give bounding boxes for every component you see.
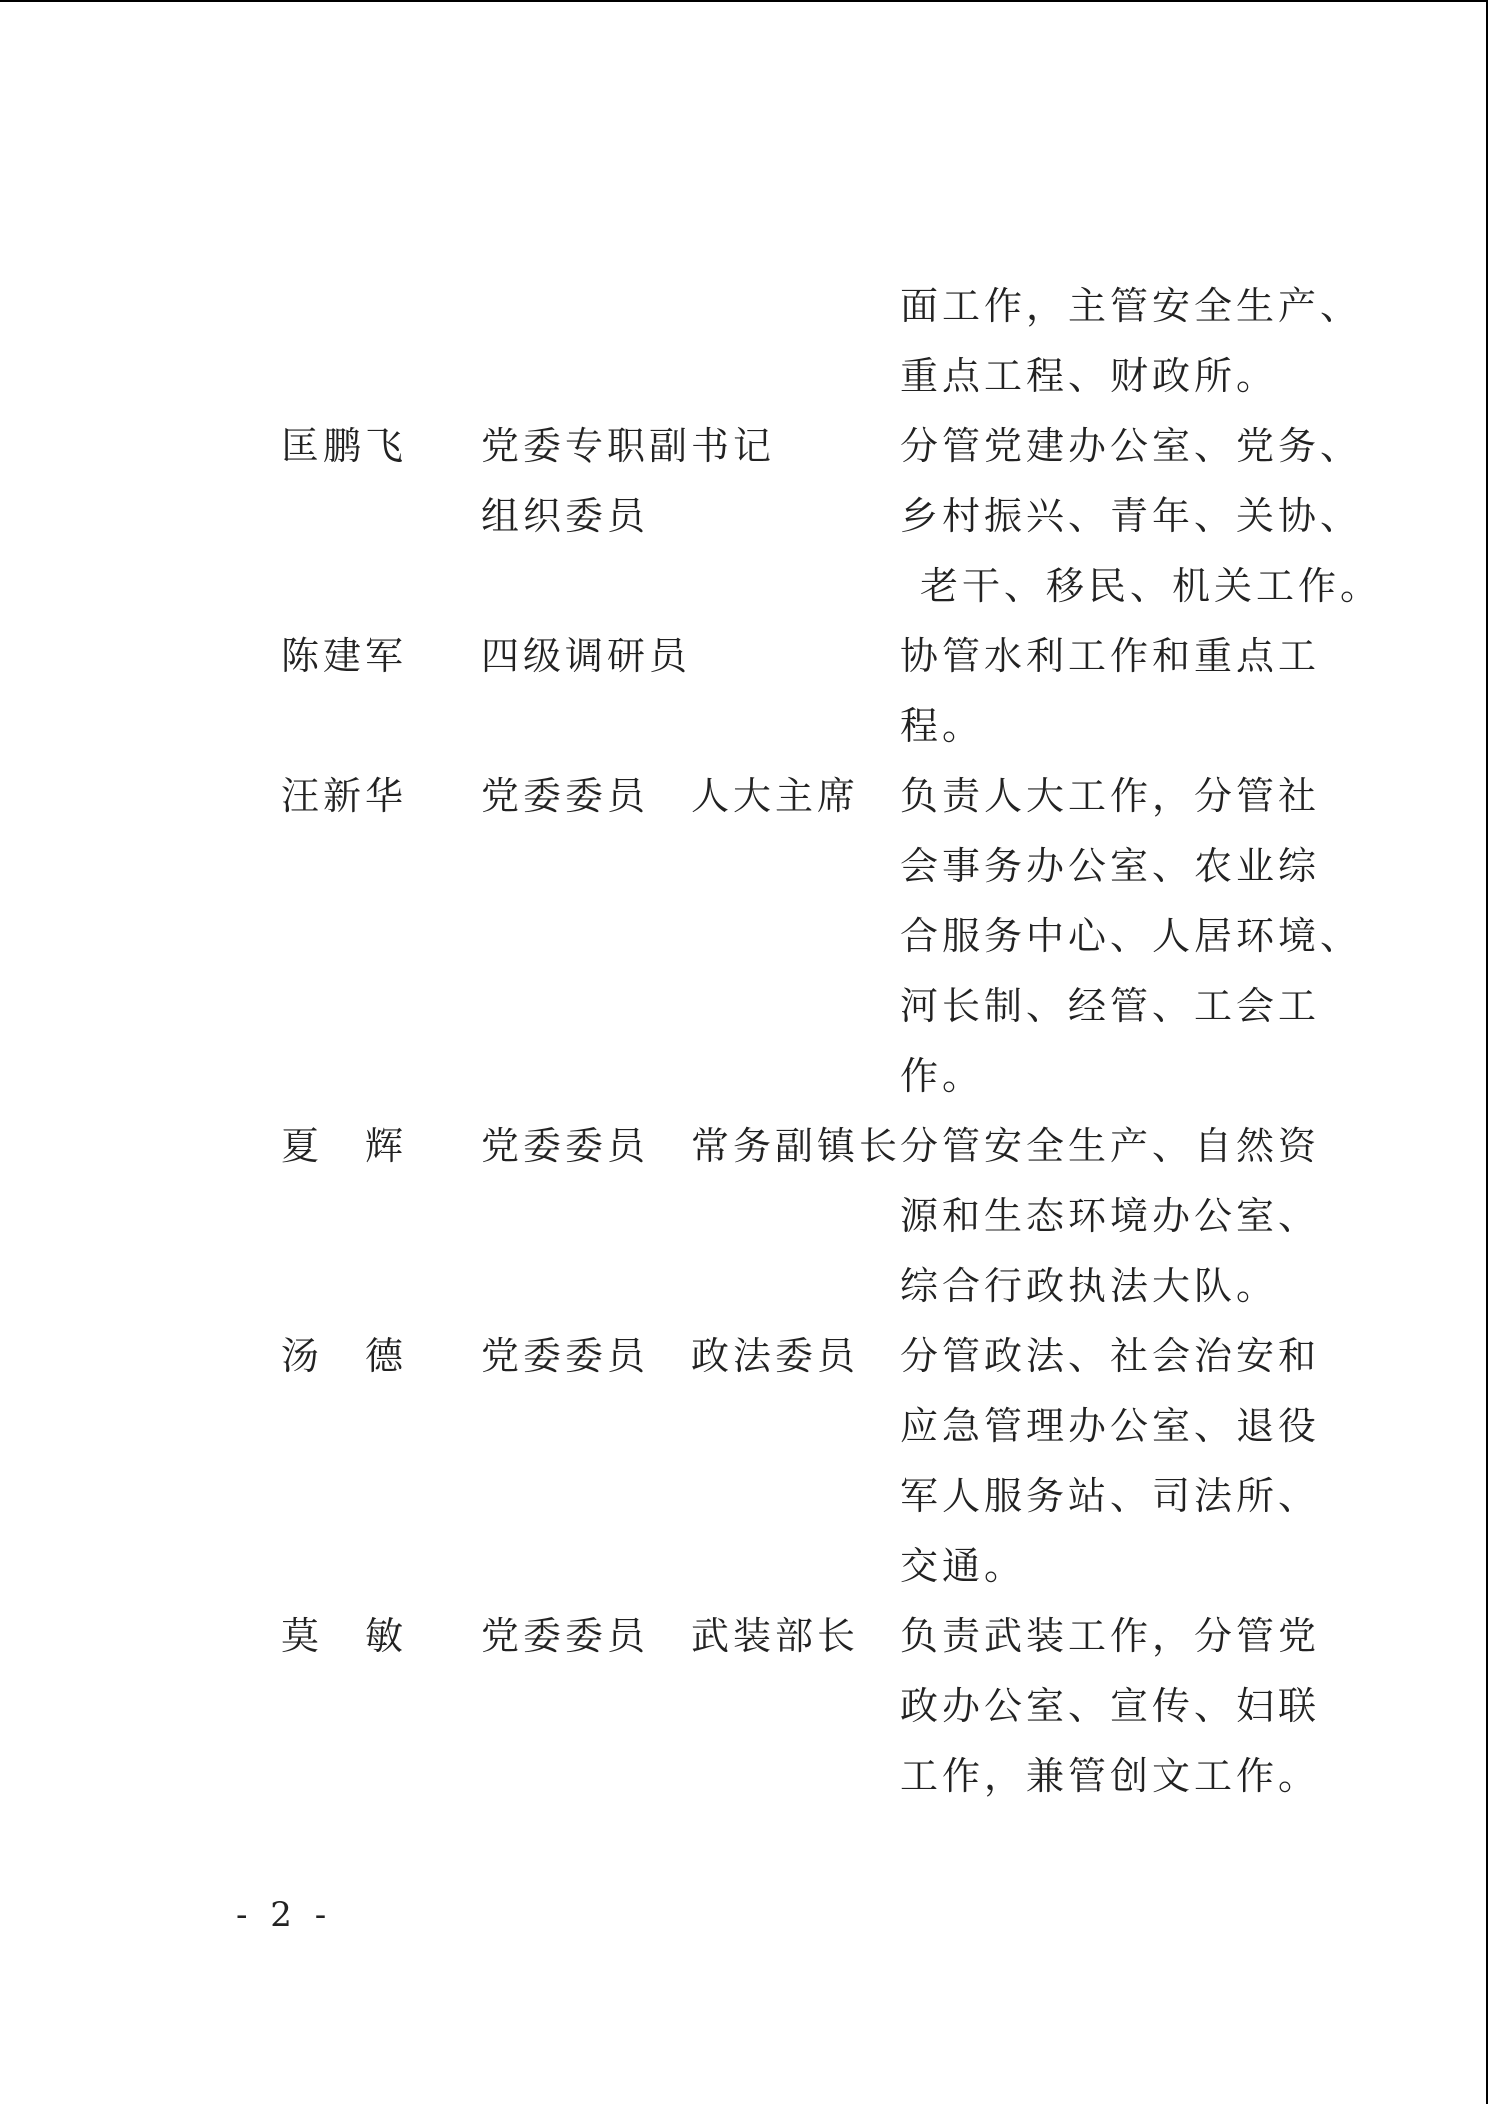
position-title: 党委委员 政法委员 bbox=[481, 1334, 860, 1378]
page-number: - 2 - bbox=[236, 1895, 333, 1935]
person-name: 汤 德 bbox=[281, 1334, 408, 1378]
position-title: 四级调研员 bbox=[481, 634, 692, 678]
duty-line: 河长制、经管、工会工 bbox=[900, 984, 1321, 1028]
duty-line: 程。 bbox=[900, 704, 985, 748]
person-name: 匡鹏飞 bbox=[281, 424, 408, 468]
duty-line: 负责武装工作，分管党 bbox=[900, 1614, 1321, 1658]
duty-line: 作。 bbox=[900, 1054, 985, 1098]
duty-line: 乡村振兴、青年、关协、 bbox=[900, 494, 1363, 538]
duty-line: 分管安全生产、自然资 bbox=[900, 1124, 1321, 1168]
person-name: 陈建军 bbox=[281, 634, 408, 678]
position-title: 党委委员 人大主席 bbox=[481, 774, 860, 818]
duty-line: 会事务办公室、农业综 bbox=[900, 844, 1321, 888]
duty-line: 应急管理办公室、退役 bbox=[900, 1404, 1321, 1448]
person-name: 夏 辉 bbox=[281, 1124, 408, 1168]
duty-line: 老干、移民、机关工作。 bbox=[920, 564, 1383, 608]
duty-line: 源和生态环境办公室、 bbox=[900, 1194, 1321, 1238]
person-name: 莫 敏 bbox=[281, 1614, 408, 1658]
duty-line: 综合行政执法大队。 bbox=[900, 1264, 1279, 1308]
duty-line: 政办公室、宣传、妇联 bbox=[900, 1684, 1321, 1728]
duty-line: 负责人大工作，分管社 bbox=[900, 774, 1321, 818]
duty-line: 面工作，主管安全生产、 bbox=[900, 284, 1363, 328]
duty-line: 工作，兼管创文工作。 bbox=[900, 1754, 1321, 1798]
position-title: 党委专职副书记 bbox=[481, 424, 776, 468]
duty-line: 协管水利工作和重点工 bbox=[900, 634, 1321, 678]
position-title: 党委委员 常务副镇长 bbox=[481, 1124, 902, 1168]
duty-line: 合服务中心、人居环境、 bbox=[900, 914, 1363, 958]
duty-line: 分管党建办公室、党务、 bbox=[900, 424, 1363, 468]
person-name: 汪新华 bbox=[281, 774, 408, 818]
position-title: 党委委员 武装部长 bbox=[481, 1614, 860, 1658]
duty-line: 重点工程、财政所。 bbox=[900, 354, 1279, 398]
duty-line: 军人服务站、司法所、 bbox=[900, 1474, 1321, 1518]
duty-line: 分管政法、社会治安和 bbox=[900, 1334, 1321, 1378]
duty-line: 交通。 bbox=[900, 1544, 1027, 1588]
position-title: 组织委员 bbox=[481, 494, 650, 538]
